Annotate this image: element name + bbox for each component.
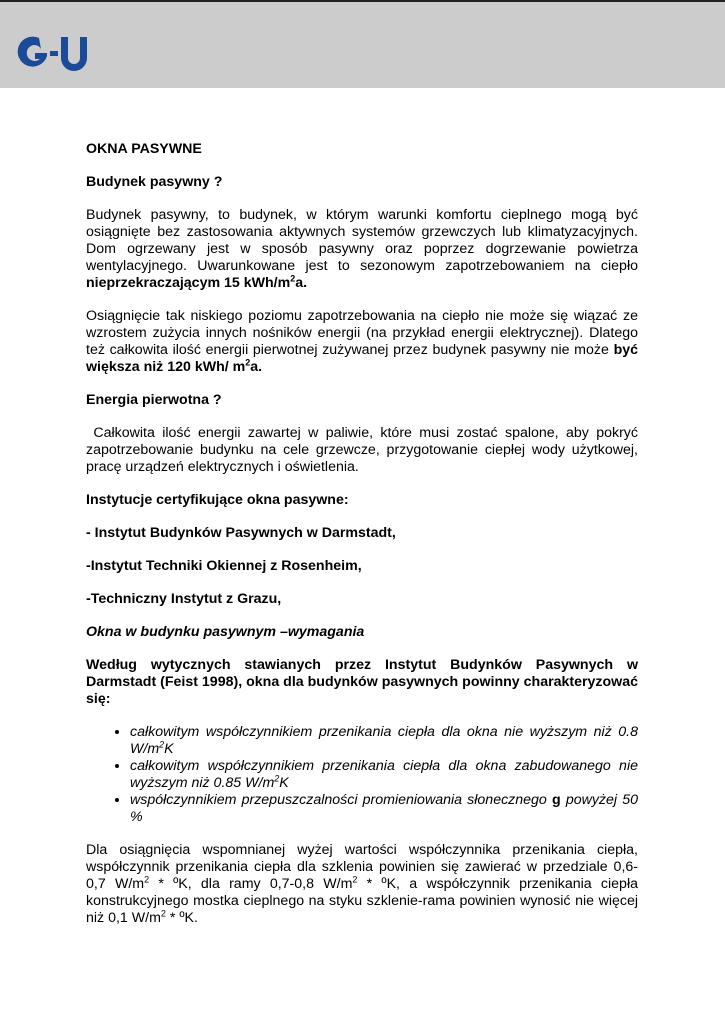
paragraph-final: Dla osiągnięcia wspomnianej wyżej wartości współczynnika przenikania ciepła, współczynnik przenikania ciepła dla szklenia powinien się zawierać w przedziale 0,6-0,7 $W/m^2$ * ºK, dla ramy 0,7-0,8 $W/m^2$ * ºK, a współczynnik przenikania ciepła konstrukcyjnego mostka cieplnego na styku szklenie-rama powinien wynosić nie więcej niż 0,1 $W/m^2$ * ºK.	[86, 842, 638, 926]
gu-logo	[17, 32, 92, 74]
list-item: • całkowitym współczynnikiem przenikania ciepła dla okna zabudowanego nie wyższym niż 0.85 $W/m^2K$	[130, 758, 638, 792]
paragraph-energy-limit	[86, 308, 638, 376]
question-passive-building: Budynek pasywny ?	[86, 174, 223, 190]
list-item: • współczynnikiem przepuszczalności promieniowania słonecznego g powyżej 50 %	[130, 792, 638, 826]
institution-graz: -Techniczny Instytut z Grazu,	[86, 591, 282, 607]
document-title: OKNA PASYWNE	[86, 141, 202, 157]
requirements-heading: Okna w budynku pasywnym –wymagania	[86, 624, 365, 640]
page-header	[0, 0, 725, 88]
paragraph-text: Budynek pasywny, to budynek, w którym warunki komfortu cieplnego mogą być osiągnięte bez zastosowania aktywnych systemów grzewczych lub klimatyzacyjnych. Dom ogrzewany jest w sposób pasywny oraz poprzez dogrzewanie powietrza wentylacyjnego. Uwarunkowane jest to sezonowym zapotrzebowaniem na ciepło	[86, 207, 638, 274]
paragraph-primary-energy: Całkowita ilość energii zawartej w paliwie, które musi zostać spalone, aby pokryć zapotrzebowanie budynku na cele grzewcze, przygotowanie ciepłej wody użytkowej, pracę urządzeń elektrycznych i oświetlenia.	[86, 425, 642, 475]
institution-darmstadt: - Instytut Budynków Pasywnych w Darmstadt,	[86, 525, 396, 541]
heat-demand-value: nieprzekraczającym 15 kWh/$m^2a$.	[86, 273, 308, 291]
requirements-intro: Według wytycznych stawianych przez Instytut Budynków Pasywnych w Darmstadt (Feist 1998), okna dla budynków pasywnych powinny charakteryzować się:	[86, 657, 638, 707]
institution-rosenheim: -Instytut Techniki Okiennej z Rosenheim,	[86, 558, 362, 574]
requirements-list	[86, 724, 638, 826]
list-item: • całkowitym współczynnikiem przenikania ciepła dla okna nie wyższym niż 0.8 $W/m^2K$	[130, 724, 638, 758]
institutions-heading: Instytucje certyfikujące okna pasywne:	[86, 492, 349, 508]
paragraph-text: Osiągnięcie tak niskiego poziomu zapotrzebowania na ciepło nie może się wiązać ze wzrostem zużycia innych nośników energii (na przykład energii elektrycznej). Dlatego też całkowita ilość energii pierwotnej zużywanej przez budynek pasywny nie może	[86, 308, 638, 358]
document-body	[86, 141, 642, 943]
primary-energy-value: być większa niż 120 kWh/ $m^2a$.	[86, 342, 639, 375]
question-primary-energy: Energia pierwotna ?	[86, 392, 222, 408]
paragraph-passive-building	[86, 207, 638, 292]
